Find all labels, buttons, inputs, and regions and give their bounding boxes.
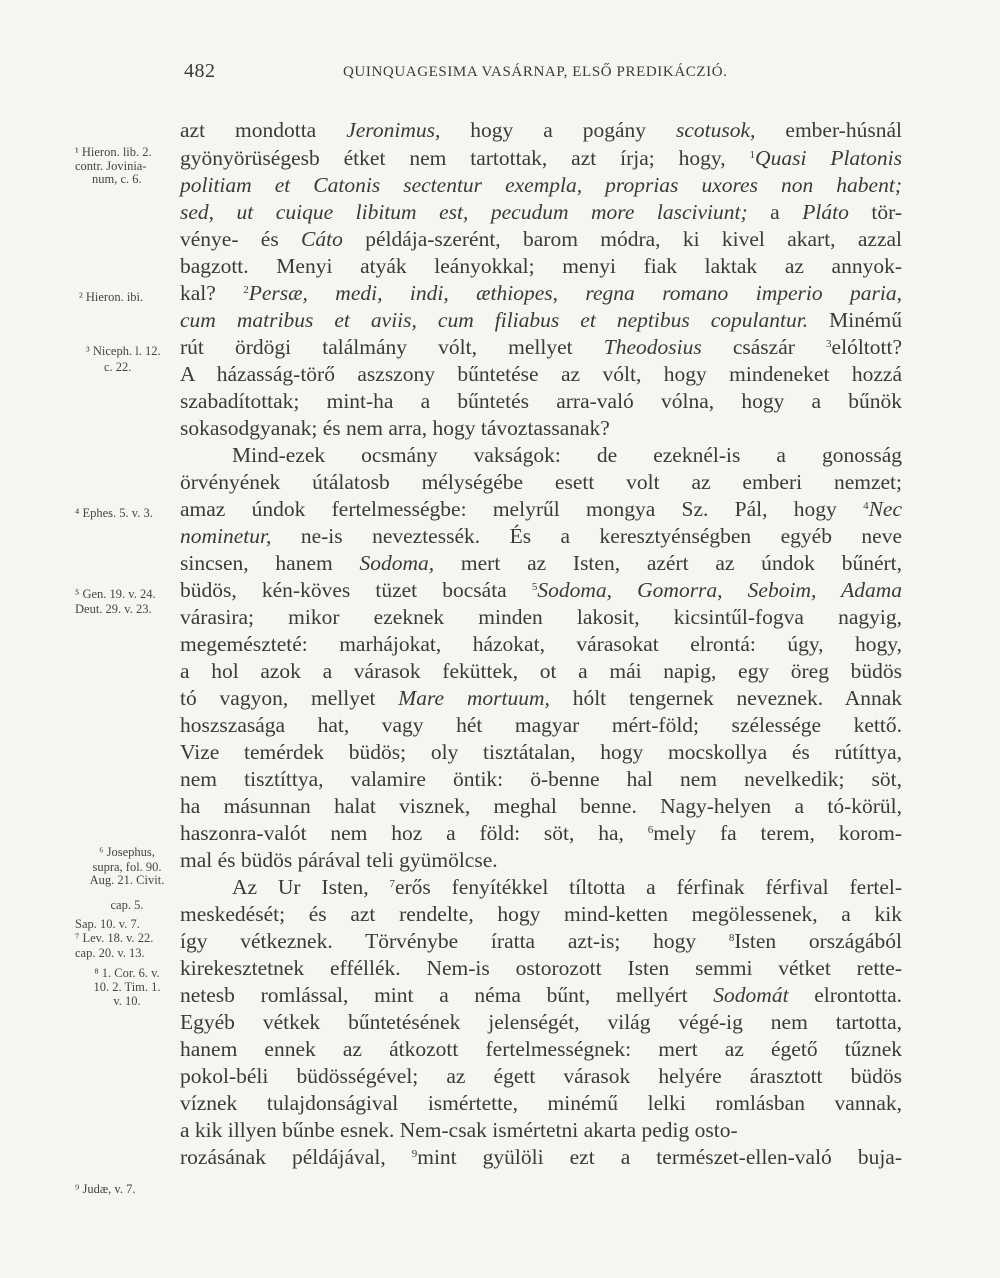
text-span: Minémű	[808, 308, 903, 332]
text-span: Egyéb vétkek bűntetésének jelenségét, világ végé-ig nem tartotta,	[180, 1010, 902, 1034]
text-line	[180, 415, 902, 442]
margin-note: cap. 20. v. 13.	[75, 946, 145, 960]
margin-note: ⁹ Judæ, v. 7.	[75, 1182, 136, 1196]
text-span: bagzott. Menyi atyák leányokkal; menyi fiak laktak az annyok-	[180, 254, 902, 278]
text-line	[180, 982, 902, 1009]
footnote-marker: 6	[647, 824, 654, 836]
footnote-marker: 5	[531, 581, 538, 593]
text-span: kirekesztetnek efféllék. Nem-is ostorozott Isten semmi vétket rette-	[180, 956, 902, 980]
italic-span: Persæ, medi, indi, æthiopes, regna romano imperio paria,	[248, 281, 902, 305]
text-span: elrontotta.	[788, 983, 902, 1007]
italic-span: Nec	[868, 497, 902, 521]
text-line	[180, 793, 902, 820]
text-span: a	[747, 200, 803, 224]
text-line	[180, 334, 902, 361]
footnote-marker: 1	[749, 149, 756, 161]
italic-span: scotusok,	[676, 118, 756, 142]
text-span: gyönyörüségesb étket nem tartottak, azt írja; hogy,	[180, 146, 750, 170]
text-line	[180, 280, 902, 307]
margin-note: ⁸ 1. Cor. 6. v.	[94, 966, 160, 980]
text-line	[180, 199, 902, 226]
italic-span: Quasi Platonis	[755, 146, 902, 170]
margin-note: ² Hieron. ibi.	[79, 290, 144, 304]
text-line	[180, 1090, 902, 1117]
text-line	[180, 388, 902, 415]
text-line	[180, 631, 902, 658]
text-span: szabadítottak; mint-ha a bűntetés arra-való vólna, hogy a bűnök	[180, 389, 902, 413]
text-line	[180, 307, 902, 334]
text-line	[180, 739, 902, 766]
text-span: rozásának példájával,	[180, 1145, 412, 1169]
text-span: Mind-ezek ocsmány vakságok: de ezeknél-is a gonosság	[232, 443, 902, 467]
text-span: büdös, kén-köves tüzet bocsáta	[180, 578, 532, 602]
text-span: hoszszasága hat, vagy hét magyar mért-föld; szélessége kettő.	[180, 713, 902, 737]
text-line	[180, 117, 902, 144]
text-span: A házasság-törő aszszony bűntetése az vólt, hogy mindeneket hozzá	[180, 362, 902, 386]
text-span: a hol azok a várasok feküttek, ot a mái napig, egy öreg büdös	[180, 659, 902, 683]
margin-note: Sap. 10. v. 7.	[75, 917, 140, 931]
text-span: tó vagyon, mellyet	[180, 686, 399, 710]
text-span: sincsen, hanem	[180, 551, 360, 575]
footnote-marker: 2	[243, 284, 249, 296]
italic-span: Sodoma,	[359, 551, 435, 575]
margin-note: v. 10.	[113, 994, 141, 1008]
text-line	[180, 955, 902, 982]
text-span: pokol-béli büdösségével; az égett várasok helyére árasztott büdös	[180, 1064, 902, 1088]
footnote-marker: 7	[389, 878, 395, 890]
text-span: Isten országából	[734, 929, 902, 953]
text-line	[180, 766, 902, 793]
text-span: elóltott?	[831, 335, 902, 359]
text-line	[180, 496, 902, 523]
italic-span: Mare mortuum,	[398, 686, 550, 710]
text-line	[180, 847, 902, 874]
text-line	[180, 712, 902, 739]
text-span: ha másunnan halat visznek, meghal benne. Nagy-helyen a tó-körül,	[180, 794, 902, 818]
text-span: a kik illyen bűnbe esnek. Nem-csak ismértetni akarta pedig osto-	[180, 1118, 738, 1142]
text-span: mal és büdös párával teli gyümölcse.	[180, 848, 498, 872]
text-line	[180, 1063, 902, 1090]
italic-span: Cáto	[301, 227, 343, 251]
text-span: nem tisztíttya, valamire öntik: ö-benne hal nem nevelkedik; söt,	[180, 767, 902, 791]
running-head: QUINQUAGESIMA VASÁRNAP, ELSŐ PREDIKÁCZIÓ.	[343, 64, 728, 80]
italic-span: politiam et Catonis sectentur exempla, proprias uxores non habent;	[180, 173, 902, 197]
italic-span: Pláto	[802, 200, 849, 224]
italic-span: Jeronimus,	[346, 118, 441, 142]
text-line	[180, 1144, 902, 1171]
margin-note: ⁴ Ephes. 5. v. 3.	[75, 506, 153, 520]
italic-span: nominetur,	[180, 524, 272, 548]
text-span: mely fa terem, korom-	[653, 821, 902, 845]
text-span: császár	[701, 335, 827, 359]
text-span: erős fenyítékkel tíltotta a férfinak férfival fertel-	[394, 875, 902, 899]
text-span: tör-	[848, 200, 902, 224]
italic-span: cum matribus et aviis, cum filiabus et neptibus copulantur.	[180, 308, 809, 332]
text-line	[180, 550, 902, 577]
text-span: netesb romlással, mint a néma bűnt, mellyért	[180, 983, 714, 1007]
text-line	[232, 442, 902, 469]
text-span: vénye- és	[180, 227, 302, 251]
text-span: hanem ennek az átkozott fertelmességnek: mert az égető tűznek	[180, 1037, 902, 1061]
margin-note: c. 22.	[104, 360, 132, 374]
margin-note: contr. Jovinia-	[75, 159, 147, 173]
text-span: örvényének útálatosb mélységébe esett volt az emberi nemzet;	[180, 470, 902, 494]
italic-span: sed, ut cuique libitum est, pecudum more lasciviunt;	[180, 200, 748, 224]
margin-note: ⁶ Josephus,	[99, 845, 155, 859]
text-span: sokasodgyanak; és nem arra, hogy távoztassanak?	[180, 416, 610, 440]
text-line	[180, 685, 902, 712]
text-line	[180, 523, 902, 550]
text-span: mint gyülöli ezt a természet-ellen-való buja-	[417, 1145, 902, 1169]
text-line	[180, 820, 902, 847]
text-span: haszonra-valót nem hoz a föld: söt, ha,	[180, 821, 648, 845]
text-span: megemészteté: marhájokat, házokat, várasokat elrontá: úgy, hogy,	[180, 632, 902, 656]
text-line	[180, 604, 902, 631]
footnote-marker: 8	[728, 932, 735, 944]
text-span: hólt tengernek neveznek. Annak	[549, 686, 903, 710]
text-line	[180, 172, 902, 199]
text-line	[180, 145, 902, 172]
margin-note: Deut. 29. v. 23.	[75, 602, 152, 616]
text-span: ember-húsnál	[755, 118, 902, 142]
text-span: ne-is neveztessék. És a keresztyénségben egyéb neve	[271, 524, 902, 548]
italic-span: Sodomát	[713, 983, 789, 1007]
margin-note: ¹ Hieron. lib. 2.	[75, 145, 152, 159]
text-line	[180, 1117, 902, 1144]
text-span: így vétkeznek. Törvénybe íratta azt-is; hogy	[180, 929, 729, 953]
text-line	[180, 253, 902, 280]
text-span: hogy a pogány	[440, 118, 677, 142]
margin-note: num, c. 6.	[92, 172, 142, 186]
text-line	[180, 226, 902, 253]
text-line	[232, 874, 902, 901]
margin-note: 10. 2. Tim. 1.	[93, 980, 161, 994]
text-span: Vize temérdek büdös; oly tisztátalan, hogy mocskollya és rútíttya,	[180, 740, 902, 764]
text-span: víznek tulajdonságival ismértette, minémű lelki romlásban vannak,	[180, 1091, 902, 1115]
page-number: 482	[184, 60, 216, 82]
footnote-marker: 4	[863, 500, 869, 512]
text-span: mert az Isten, azért az úndok bűnért,	[434, 551, 902, 575]
text-span: azt mondotta	[180, 118, 347, 142]
text-line	[180, 577, 902, 604]
margin-note: ³ Niceph. l. 12.	[86, 344, 161, 358]
text-span: amaz úndok fertelmességbe: melyrűl mongya Sz. Pál, hogy	[180, 497, 864, 521]
italic-span: Theodosius	[603, 335, 702, 359]
text-span: meskedését; és azt rendelte, hogy mind-ketten megölessenek, a kik	[180, 902, 902, 926]
footnote-marker: 3	[826, 338, 832, 350]
text-span: rút ördögi találmány vólt, mellyet	[180, 335, 604, 359]
text-line	[180, 1036, 902, 1063]
text-line	[180, 901, 902, 928]
text-span: példája-szerént, barom módra, ki kivel akart, azzal	[342, 227, 903, 251]
margin-note: supra, fol. 90.	[92, 860, 162, 874]
text-line	[180, 658, 902, 685]
text-line	[180, 928, 902, 955]
footnote-marker: 9	[411, 1148, 418, 1160]
text-line	[180, 469, 902, 496]
text-span: kal?	[180, 281, 244, 305]
text-line	[180, 1009, 902, 1036]
margin-note: ⁵ Gen. 19. v. 24.	[75, 587, 156, 601]
margin-note: ⁷ Lev. 18. v. 22.	[75, 931, 154, 945]
italic-span: Sodoma, Gomorra, Seboim, Adama	[537, 578, 902, 602]
margin-note: Aug. 21. Civit.	[89, 873, 165, 887]
margin-note: cap. 5.	[110, 898, 144, 912]
text-line	[180, 361, 902, 388]
text-span: Az Ur Isten,	[232, 875, 390, 899]
text-span: várasira; mikor ezeknek minden lakosit, kicsintűl-fogva nagyig,	[180, 605, 902, 629]
